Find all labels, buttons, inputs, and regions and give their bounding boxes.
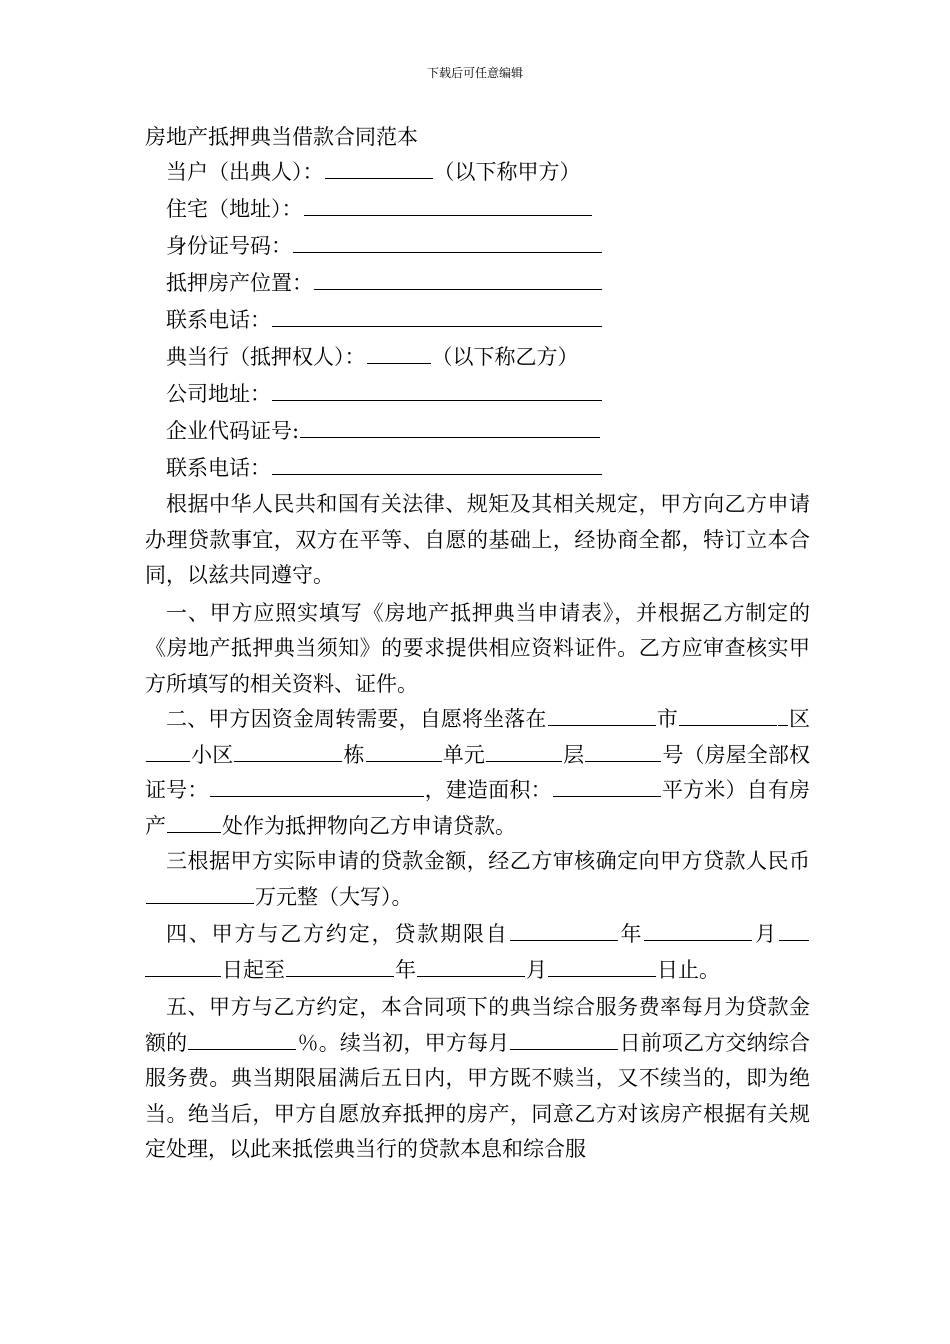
field-label: 企业代码证号:: [166, 419, 300, 443]
clause-text: 年: [618, 922, 644, 946]
field-pawnshop: [145, 339, 810, 376]
clause-3: [145, 844, 810, 915]
page-header-note: 下载后可任意编辑: [426, 66, 523, 80]
clause-text: 区: [788, 707, 811, 731]
fill-blank[interactable]: [304, 195, 592, 216]
clause-4: [145, 917, 810, 988]
clause-text: 平方米）自有房产: [145, 778, 811, 838]
fill-blank[interactable]: [145, 956, 221, 977]
clause-5: [145, 990, 810, 1168]
fill-blank[interactable]: [286, 956, 394, 977]
field-label: 住宅（地址）：: [166, 197, 303, 221]
clause-text: 月: [753, 922, 779, 946]
fill-blank[interactable]: [778, 705, 788, 726]
clause-text: 年: [395, 957, 416, 982]
fill-blank[interactable]: [300, 417, 600, 438]
fill-blank[interactable]: [325, 158, 433, 179]
field-suffix: （以下称甲方）: [433, 160, 581, 184]
field-suffix: （以下称乙方）: [431, 345, 579, 369]
clause-text: 日起至: [222, 957, 285, 982]
clause-text: 单元: [442, 742, 485, 767]
fill-blank[interactable]: [188, 1029, 296, 1050]
field-id-number: [145, 228, 810, 265]
fill-blank[interactable]: [548, 956, 656, 977]
fill-blank[interactable]: [272, 306, 602, 327]
clause-2: [145, 702, 810, 844]
clause-text: 日前项乙方交纳综合服务费。典当期限届满后五日内，甲方既不赎当，又不续当的，即为绝当。绝当后，甲方自愿放弃抵押的房产，同意乙方对该房产根据有关规定处理，以此来抵偿典当行的贷款本息和综合服: [145, 1030, 811, 1161]
fill-blank[interactable]: [779, 920, 809, 941]
fill-blank[interactable]: [146, 883, 254, 904]
clause-text: ％。续当初，甲方每月: [297, 1030, 510, 1055]
clause-text: 小区: [191, 742, 234, 767]
fill-blank[interactable]: [272, 454, 602, 475]
document-title: 房地产抵押典当借款合同范本: [145, 125, 418, 149]
field-pawner: [145, 154, 810, 191]
field-label: 典当行（抵押权人）：: [166, 345, 366, 369]
fill-blank[interactable]: [486, 741, 562, 762]
fill-blank[interactable]: [417, 956, 525, 977]
clause-text: 三根据甲方实际申请的贷款金额，经乙方审核确定向甲方贷款人民币: [166, 849, 810, 873]
field-label: 身份证号码：: [166, 234, 292, 258]
field-residence: [145, 191, 810, 228]
fill-blank[interactable]: [167, 812, 221, 833]
fill-blank[interactable]: [644, 920, 752, 941]
fill-blank[interactable]: [510, 920, 618, 941]
fill-blank[interactable]: [585, 741, 661, 762]
fill-blank[interactable]: [210, 776, 424, 797]
field-phone-a: [145, 302, 810, 339]
clause-text: 市: [656, 707, 678, 731]
fill-blank[interactable]: [510, 1029, 618, 1050]
clause-1: 一、甲方应照实填写《房地产抵押典当申请表》，并根据乙方制定的《房地产抵押典当须知》的要求提供相应资料证件。乙方应审查核实甲方所填写的相关资料、证件。: [145, 600, 810, 696]
clause-text: 月: [526, 957, 547, 982]
clause-text: 栋: [343, 742, 365, 767]
field-company-address: [145, 376, 810, 413]
fill-blank[interactable]: [314, 269, 602, 290]
fill-blank[interactable]: [366, 741, 442, 762]
fill-blank[interactable]: [548, 705, 656, 726]
field-enterprise-code: [145, 413, 810, 450]
fill-blank[interactable]: [679, 705, 777, 726]
clause-text: 万元整（大写）。: [255, 884, 413, 909]
fill-blank[interactable]: [272, 380, 602, 401]
clause-text: 四、甲方与乙方约定，贷款期限自: [166, 922, 509, 946]
field-label: 公司地址：: [166, 382, 271, 406]
fill-blank[interactable]: [146, 741, 190, 762]
contract-document: [145, 120, 810, 1168]
clause-text: 层: [562, 742, 585, 767]
field-phone-b: [145, 450, 810, 487]
field-label: 联系电话：: [166, 308, 271, 332]
clause-text: 二、甲方因资金周转需要，自愿将坐落在: [166, 707, 547, 731]
intro-paragraph: 根据中华人民共和国有关法律、规矩及其相关规定，甲方向乙方申请办理贷款事宜，双方在平等、自愿的基础上，经协商全都，特订立本合同，以兹共同遵守。: [145, 492, 810, 587]
field-label: 抵押房产位置：: [166, 271, 313, 295]
fill-blank[interactable]: [553, 776, 661, 797]
clause-text: 处作为抵押物向乙方申请贷款。: [222, 813, 516, 838]
field-label: 联系电话：: [166, 456, 271, 480]
clause-text: ，建造面积：: [424, 778, 552, 802]
fill-blank[interactable]: [234, 741, 342, 762]
field-property-location: [145, 265, 810, 302]
field-label: 当户（出典人）：: [166, 160, 324, 184]
fill-blank[interactable]: [367, 343, 431, 364]
fill-blank[interactable]: [293, 232, 602, 253]
clause-text: 日止。: [657, 957, 720, 982]
clause-text: 五、甲方与乙方约定，本合同项下的典当综合服务费率每月为贷款金额的: [145, 995, 810, 1055]
clause-text: 号（房屋全部权证号：: [145, 742, 811, 802]
